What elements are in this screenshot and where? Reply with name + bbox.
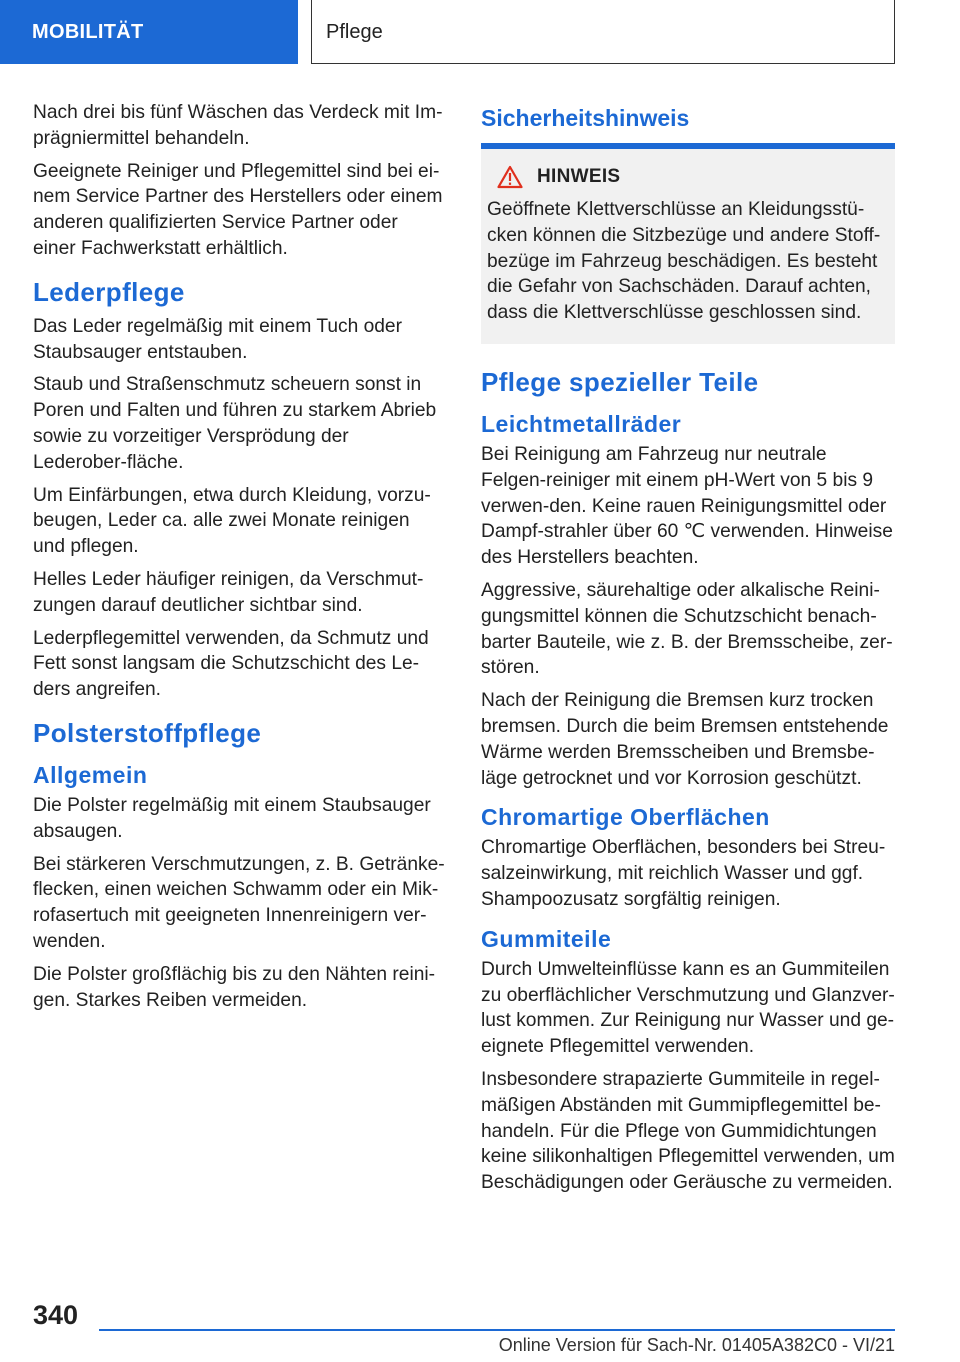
paragraph: Um Einfärbungen, etwa durch Kleidung, vorzu-beugen, Leder ca. alle zwei Monate reinigen und pflegen. (33, 484, 431, 558)
paragraph: Nach drei bis fünf Wäschen das Verdeck mit Im-prägniermittel behandeln. (33, 102, 443, 149)
section-label: MOBILITÄT (0, 0, 298, 64)
paragraph: Durch Umwelteinflüsse kann es an Gummiteilen zu oberflächlicher Verschmutzung und Glanzver-lust kommen. Zur Reinigung nur Wasser und ge-eignete Pflegemittel verwenden. (481, 958, 895, 1058)
paragraph: Chromartige Oberflächen, besonders bei Streu-salzeinwirkung, mit reichlich Wasser und ggf. Shampoozusatz sorgfältig reinigen. (481, 837, 886, 910)
footer-divider (99, 1329, 895, 1331)
page-header (0, 0, 960, 68)
paragraph: Das Leder regelmäßig mit einem Tuch oder Staubsauger entstauben. (33, 315, 402, 363)
notice-header (487, 165, 889, 189)
paragraph: Staub und Straßenschmutz scheuern sonst in Poren und Falten und führen zu starkem Abrieb sowie zu vorzeitiger Versprödung der Lederober-fläche. (33, 374, 437, 473)
paragraph: Helles Leder häufiger reinigen, da Verschmut-zungen darauf deutlicher sichtbar sind. (33, 568, 424, 616)
chapter-label: Pflege (311, 0, 895, 64)
subheading-allgemein: Allgemein (33, 761, 148, 788)
warning-triangle-icon (497, 165, 523, 189)
notice-text: Geöffnete Klettverschlüsse an Kleidungsstü-cken können die Sitzbezüge und andere Stoff-bezüge im Fahrzeug beschädigen. Es besteht die Gefahr von Sachschäden. Darauf achten, dass die Klettverschlüsse geschlossen sind. (487, 199, 881, 324)
subheading-gummiteile: Gummiteile (481, 925, 612, 952)
paragraph: Bei stärkeren Verschmutzungen, z. B. Getränke-flecken, einen weichen Schwamm oder ein Mik-rofasertuch mit geeigneten Innenreinigern ver-wenden. (33, 853, 445, 952)
paragraph: Nach der Reinigung die Bremsen kurz trocken bremsen. Durch die beim Bremsen entstehende Wärme werden Bremsscheiben und Bremsbe-läge getrocknet und vor Korrosion geschützt. (481, 690, 889, 789)
paragraph: Geeignete Reiniger und Pflegemittel sind bei ei-nem Service Partner des Herstellers oder einem anderen qualifizierten Service Partner oder einer Fachwerkstatt erhältlich. (33, 160, 443, 259)
paragraph: Die Polster regelmäßig mit einem Staubsauger absaugen. (33, 794, 431, 842)
notice-label: HINWEIS (537, 166, 621, 187)
right-column (481, 100, 895, 1203)
section-heading-polsterstoffpflege: Polsterstoffpflege (33, 717, 262, 748)
subheading-chromartige-oberflaechen: Chromartige Oberflächen (481, 804, 770, 831)
paragraph: Bei Reinigung am Fahrzeug nur neutrale Felgen-reiniger mit einem pH-Wert von 5 bis 9 verwen-den. Keine rauen Reinigungsmittel oder Dampf-strahler über 60 ℃ verwenden. Hinweise des Herstellers beachten. (481, 443, 893, 569)
safety-heading: Sicherheitshinweis (481, 105, 690, 131)
paragraph: Lederpflegemittel verwenden, da Schmutz und Fett sonst langsam die Schutzschicht des Le-ders angreifen. (33, 627, 429, 701)
paragraph: Aggressive, säurehaltige oder alkalische Reini-gungsmittel können die Schutzschicht benach-barter Bauteile, wie z. B. der Bremsscheibe, zer-stören. (481, 579, 893, 679)
left-column (33, 100, 445, 1020)
section-heading-lederpflege: Lederpflege (33, 276, 185, 307)
paragraph: Insbesondere strapazierte Gummiteile in regel-mäßigen Abständen mit Gummipflegemittel be-handeln. Für die Pflege von Gummidichtungen keine silikonhaltigen Pflegemittel verwenden, um Beschädigungen oder Geräusche zu vermeiden. (481, 1068, 895, 1194)
notice-box (481, 149, 895, 344)
subheading-leichtmetallraeder: Leichtmetallräder (481, 410, 682, 437)
page-number: 340 (33, 1300, 79, 1330)
paragraph: Die Polster großflächig bis zu den Nähten reini-gen. Starkes Reiben vermeiden. (33, 963, 436, 1011)
footer-text: Online Version für Sach-Nr. 01405A382C0 - VI/21 (498, 1335, 895, 1355)
section-heading-pflege-spezieller-teile: Pflege spezieller Teile (481, 366, 759, 397)
